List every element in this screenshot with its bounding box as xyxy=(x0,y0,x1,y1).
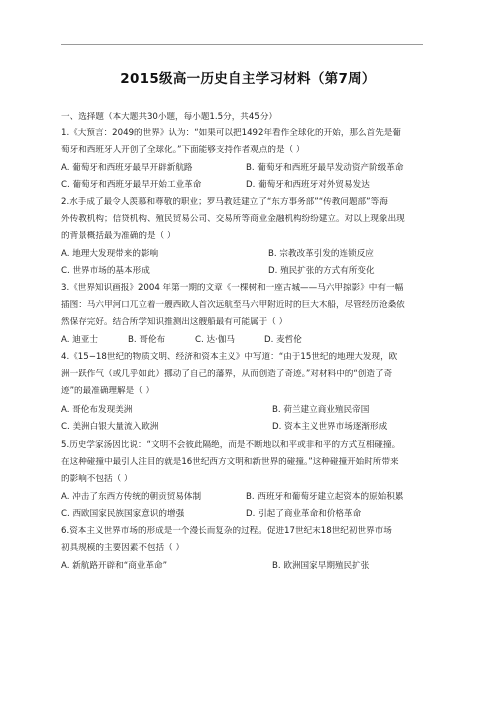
question-3-line-1: 3.《世界知识画报》2004 年第一期的文章《一棵树和一座古城——马六甲掠影》中有一幅 xyxy=(61,283,404,293)
question-4-option-d[interactable]: D. 资本主义世界市场逐渐形成 xyxy=(272,422,388,432)
question-3-option-c[interactable]: C. 达·伽马 xyxy=(195,335,235,345)
question-1-line-1: 1.《大预言：2049的世界》认为：“如果可以把1492年看作全球化的开始，那么首先是葡 xyxy=(61,128,401,138)
question-3-line-2: 插图：马六甲河口兀立着一艘西欧人首次远航至马六甲附近时的巨大木船，尽管经历沧桑依 xyxy=(61,300,405,310)
question-3-option-b[interactable]: B. 哥伦布 xyxy=(128,335,166,345)
question-4-option-b[interactable]: B. 荷兰建立商业殖民帝国 xyxy=(272,405,370,415)
question-1-option-b[interactable]: B. 葡萄牙和西班牙最早发动资产阶级革命 xyxy=(246,163,404,173)
question-2-option-a[interactable]: A. 地理大发现带来的影响 xyxy=(61,249,159,259)
question-5-option-b[interactable]: B. 西班牙和葡萄牙建立起资本的原始积累 xyxy=(246,492,404,502)
question-2-option-d[interactable]: D. 殖民扩张的方式有所变化 xyxy=(268,266,375,276)
question-4-option-a[interactable]: A. 哥伦布发现美洲 xyxy=(61,405,133,415)
question-5-line-2: 在这种碰撞中最引人注目的就是16世纪西方文明和新世界的碰撞。”这种碰撞开始时所带来 xyxy=(61,457,399,467)
section-heading: 一、选择题（本大题共30小题，每小题1.5分，共45分） xyxy=(61,112,278,122)
question-6-option-b[interactable]: B. 欧洲国家早期殖民扩张 xyxy=(272,561,370,571)
question-6-line-1: 6.资本主义世界市场的形成是一个漫长而复杂的过程。促进17世纪末18世纪初世界市场 xyxy=(61,526,392,536)
question-4-line-2: 洲一跃作气（或几乎如此）挪动了自己的藩界，从而创造了奇迹。”对材料中的“创造了奇 xyxy=(61,369,393,379)
page-title: 2015级高一历史自主学习材料（第7周） xyxy=(120,71,376,87)
question-5-option-d[interactable]: D. 引起了商业革命和价格革命 xyxy=(246,509,362,519)
question-3-option-a[interactable]: A. 迪亚士 xyxy=(61,335,98,345)
question-5-option-c[interactable]: C. 西欧国家民族国家意识的增强 xyxy=(61,509,185,519)
question-2-line-1: 2.水手成了最令人羡慕和尊敬的职业；罗马教廷建立了“东方事务部”“传教问题部”等海 xyxy=(61,197,388,207)
question-2-line-2: 外传教机构；信贷机构、殖民贸易公司、交易所等商业金融机构纷纷建立。对以上现象出现 xyxy=(61,214,405,224)
question-4-option-c[interactable]: C. 美洲白银大量流入欧洲 xyxy=(61,422,159,432)
question-1-option-d[interactable]: D. 葡萄牙和西班牙对外贸易发达 xyxy=(246,180,370,190)
question-2-option-c[interactable]: C. 世界市场的基本形成 xyxy=(61,266,150,276)
question-5-line-1: 5.历史学家汤因比说：“文明不会彼此隔绝，而是不断地以和平或非和平的方式互相碰撞。 xyxy=(61,440,401,450)
question-1-option-c[interactable]: C. 葡萄牙和西班牙最早开始工业革命 xyxy=(61,180,202,190)
question-6-option-a[interactable]: A. 新航路开辟和“商业革命” xyxy=(61,561,168,571)
question-2-line-3: 的背景概括最为准确的是（ ） xyxy=(61,231,176,241)
question-1-line-2: 萄牙和西班牙人开创了全球化。”下面能够支持作者观点的是（ ） xyxy=(61,145,305,155)
question-5-line-3: 的影响不包括（ ） xyxy=(61,474,133,484)
question-3-option-d[interactable]: D. 麦哲伦 xyxy=(264,335,302,345)
question-5-option-a[interactable]: A. 冲击了东西方传统的朝贡贸易体制 xyxy=(61,492,202,502)
question-6-line-2: 初具规模的主要因素不包括（ ） xyxy=(61,543,185,553)
question-1-option-a[interactable]: A. 葡萄牙和西班牙最早开辟新航路 xyxy=(61,163,193,173)
question-4-line-3: 迹”的最准确理解是（ ） xyxy=(61,386,155,396)
question-3-line-3: 然保存完好。结合所学知识推测出这艘船最有可能属于（ ） xyxy=(61,317,288,327)
question-4-line-1: 4.《15−18世纪的物质文明、经济和资本主义》中写道：“由于15世纪的地理大发现，欧 xyxy=(61,352,398,362)
header-rule xyxy=(61,44,423,45)
question-2-option-b[interactable]: B. 宗教改革引发的连锁反应 xyxy=(268,249,374,259)
